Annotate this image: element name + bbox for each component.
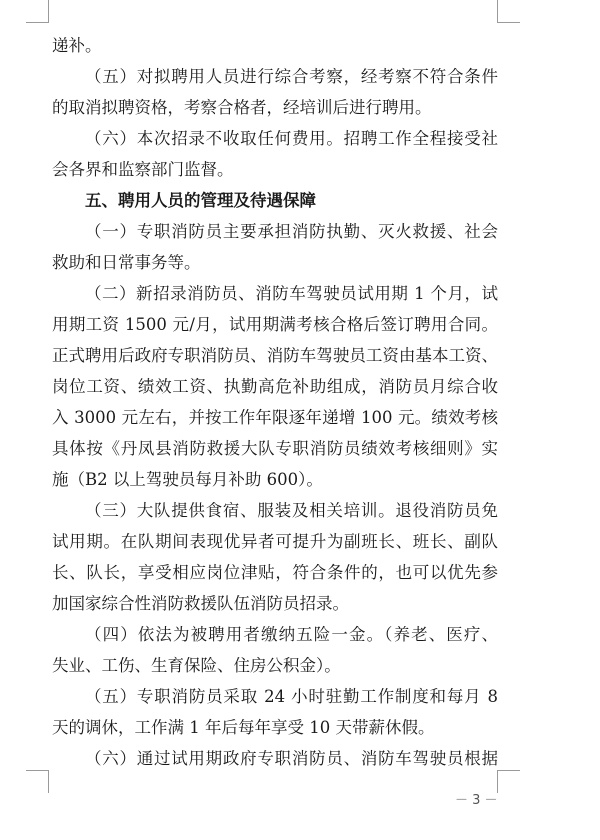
- text-line: 长、队长，享受相应岗位津贴，符合条件的，也可以优先参: [52, 563, 498, 582]
- text-line: 失业、工伤、生育保险、住房公积金）。: [52, 656, 341, 675]
- text-line: 岗位工资、绩效工资、执勤高危补助组成，消防员月综合收: [52, 377, 498, 396]
- text-line: 会各界和监察部门监督。: [52, 160, 234, 179]
- body-text: [52, 34, 498, 771]
- page-number: － 3 －: [455, 793, 498, 808]
- text-line: 施（B2 以上驾驶员每月补助 600）。: [52, 470, 323, 489]
- text-line: 具体按《丹凤县消防救援大队专职消防员绩效考核细则》实: [52, 439, 498, 458]
- text-line: （三）大队提供食宿、服装及相关培训。退役消防员免: [85, 501, 498, 520]
- text-line: （五）专职消防员采取 24 小时驻勤工作制度和每月 8: [85, 687, 498, 706]
- text-line: 天的调休，工作满 1 年后每年享受 10 天带薪休假。: [52, 718, 435, 737]
- text-line: 加国家综合性消防救援队伍消防员招录。: [52, 594, 349, 613]
- crop-mark-top-right: [497, 0, 520, 23]
- text-line: （一）专职消防员主要承担消防执勤、灭火救援、社会: [85, 222, 498, 241]
- crop-mark-top-left: [26, 0, 49, 23]
- text-line: 用期工资 1500 元/月，试用期满考核合格后签订聘用合同。: [52, 315, 498, 334]
- text-line: 救助和日常事务等。: [52, 253, 201, 272]
- text-line: 正式聘用后政府专职消防员、消防车驾驶员工资由基本工资、: [52, 346, 498, 365]
- text-line: （六）本次招录不收取任何费用。招聘工作全程接受社: [85, 129, 498, 148]
- text-line: 试用期。在队期间表现优异者可提升为副班长、班长、副队: [52, 532, 498, 551]
- text-line: （六）通过试用期政府专职消防员、消防车驾驶员根据: [85, 749, 498, 768]
- section-heading: 五、聘用人员的管理及待遇保障: [85, 191, 316, 210]
- crop-mark-bottom-left: [26, 770, 49, 793]
- text-line: 入 3000 元左右，并按工作年限逐年递增 100 元。绩效考核: [52, 408, 498, 427]
- text-line: （二）新招录消防员、消防车驾驶员试用期 1 个月，试: [85, 284, 498, 303]
- text-line: 的取消拟聘资格，考察合格者，经培训后进行聘用。: [52, 98, 432, 117]
- crop-mark-bottom-right: [497, 770, 520, 793]
- text-line: 递补。: [52, 36, 102, 55]
- text-line: （五）对拟聘用人员进行综合考察，经考察不符合条件: [85, 67, 498, 86]
- text-line: （四）依法为被聘用者缴纳五险一金。（养老、医疗、: [85, 625, 498, 644]
